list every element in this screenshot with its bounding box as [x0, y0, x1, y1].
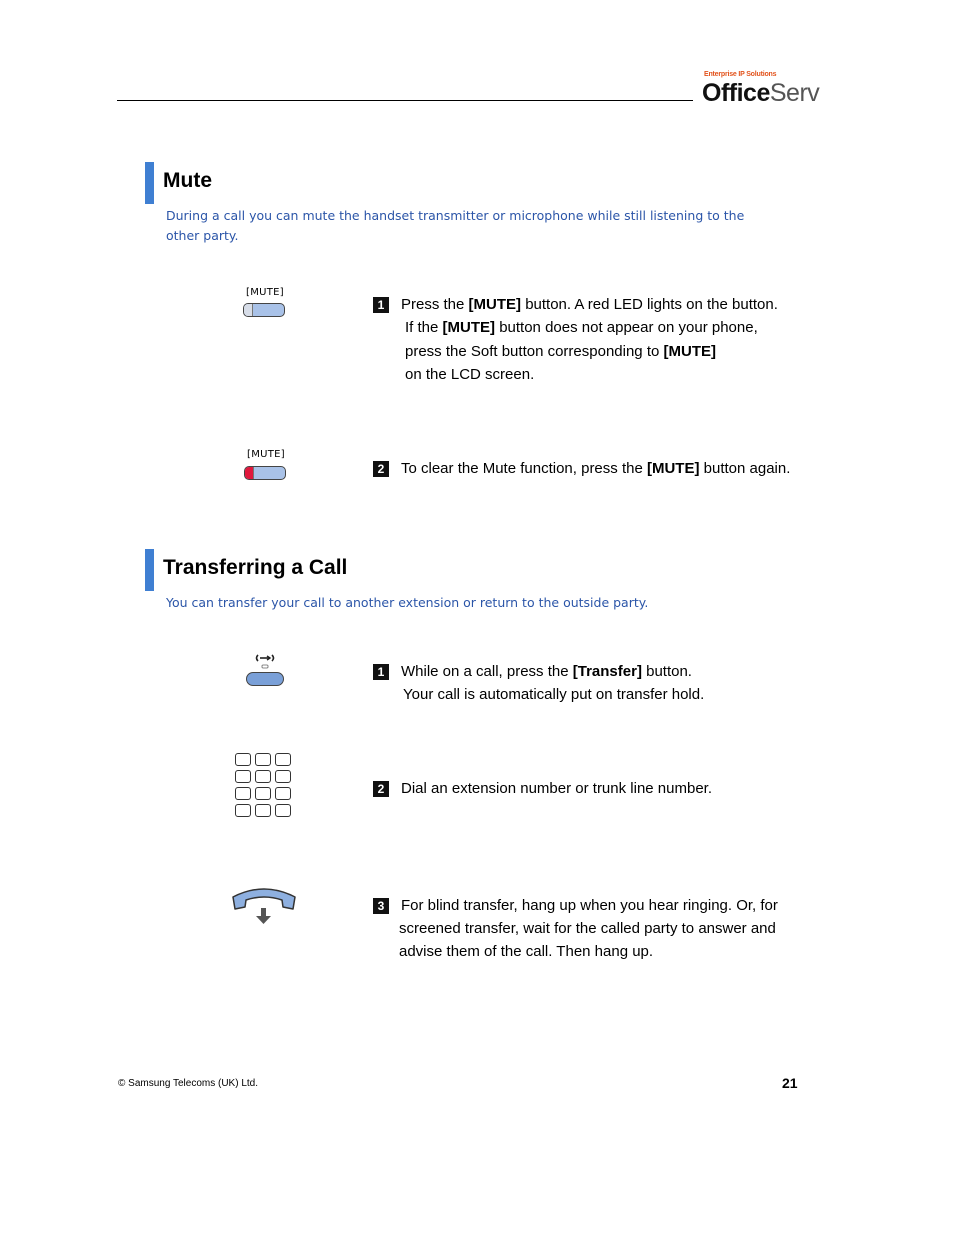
mute-label: [MUTE] [246, 287, 284, 298]
keypad-icon [235, 753, 291, 817]
step-number: 2 [373, 781, 389, 797]
section-bar [145, 162, 154, 204]
page-number: 21 [782, 1075, 798, 1091]
brand-sub: Serv [769, 79, 820, 107]
brand-tagline: Enterprise IP Solutions [704, 71, 777, 78]
section-intro-mute: During a call you can mute the handset transmitter or microphone while still listening to the other party. [166, 208, 745, 243]
step-text: Press the [MUTE] button. A red LED lights on the button. [401, 296, 778, 313]
step-number: 3 [373, 898, 389, 914]
transfer-button-icon [246, 672, 284, 686]
section-bar [145, 549, 154, 591]
brand-logo [702, 79, 819, 107]
step-text: Your call is automatically put on transfer hold. [403, 686, 705, 703]
step-text: press the Soft button corresponding to [MUTE] [405, 343, 716, 360]
step-text: For blind transfer, hang up when you hear ringing. Or, for [401, 897, 778, 914]
section-title-mute: Mute [163, 169, 212, 192]
mute-label: [MUTE] [247, 449, 285, 460]
brand-main: Office [702, 79, 770, 107]
step-text: To clear the Mute function, press the [MUTE] button again. [401, 460, 791, 477]
header-rule [117, 100, 693, 101]
section-title-transfer: Transferring a Call [163, 556, 348, 579]
step-text: If the [MUTE] button does not appear on your phone, [405, 319, 758, 336]
mute-button-icon [243, 303, 285, 317]
step-number: 2 [373, 461, 389, 477]
step-text: advise them of the call. Then hang up. [399, 943, 654, 960]
section-intro-transfer: You can transfer your call to another extension or return to the outside party. [166, 595, 649, 610]
step-text: While on a call, press the [Transfer] button. [401, 663, 692, 680]
step-text: Dial an extension number or trunk line number. [401, 780, 713, 797]
step-number: 1 [373, 664, 389, 680]
hang-up-handset-icon [230, 885, 298, 927]
step-text: screened transfer, wait for the called party to answer and [399, 920, 776, 937]
step-number: 1 [373, 297, 389, 313]
step-text: on the LCD screen. [405, 366, 535, 383]
footer-copyright: © Samsung Telecoms (UK) Ltd. [118, 1078, 259, 1089]
transfer-symbol-icon [252, 650, 278, 670]
mute-button-led-on-icon [244, 466, 286, 480]
